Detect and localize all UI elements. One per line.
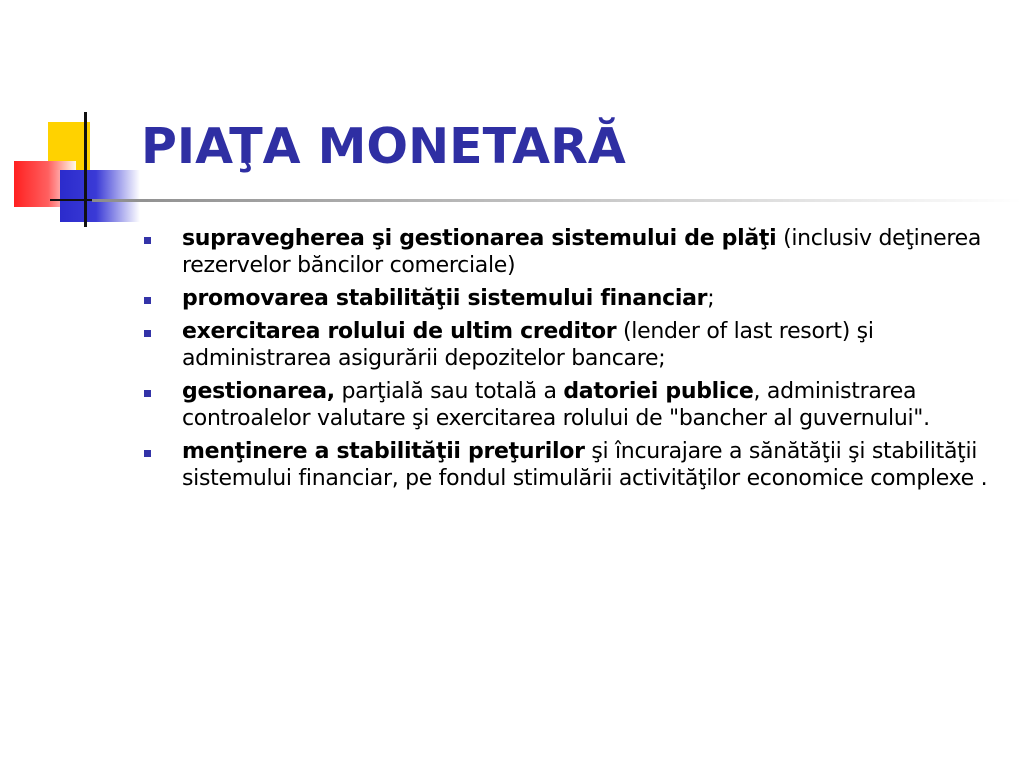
corner-ornament	[0, 0, 150, 240]
bullet-square-icon	[144, 330, 151, 337]
bullet-item	[144, 285, 999, 312]
bullet-text-bold: gestionarea,	[182, 379, 335, 404]
bullet-text: , administrarea controalelor valutare şi exercitarea rolului de "bancher al guvernului".	[182, 379, 930, 431]
bullet-text: şi încurajare a sănătăţii şi stabilităţii sistemului financiar, pe fondul stimulării activităţilor economice complexe .	[182, 439, 988, 491]
bullet-text: (lender of last resort) şi administrarea asigurării depozitelor bancare;	[182, 319, 874, 371]
bullet-text-bold: supravegherea şi gestionarea sistemului de plăţi	[182, 226, 777, 251]
bullet-list	[144, 225, 999, 498]
bullet-square-icon	[144, 297, 151, 304]
ornament-blue-square	[60, 170, 140, 222]
slide-title: PIAŢA MONETARĂ	[141, 118, 626, 175]
bullet-text: (inclusiv deţinerea rezervelor băncilor comerciale)	[182, 226, 982, 278]
title-underline	[92, 199, 1022, 202]
bullet-item	[144, 225, 999, 279]
bullet-text-bold: menţinere a stabilităţii preţurilor	[182, 439, 585, 464]
bullet-item	[144, 438, 999, 492]
bullet-item	[144, 378, 999, 432]
bullet-text-bold: promovarea stabilităţii sistemului financiar	[182, 286, 708, 311]
bullet-text-bold: datoriei publice	[563, 379, 754, 404]
bullet-square-icon	[144, 450, 151, 457]
bullet-square-icon	[144, 390, 151, 397]
ornament-vertical-line	[84, 112, 87, 227]
bullet-item	[144, 318, 999, 372]
bullet-text: parţială sau totală a	[334, 379, 564, 404]
bullet-text: ;	[707, 286, 715, 311]
bullet-text-bold: exercitarea rolului de ultim creditor	[182, 319, 617, 344]
bullet-square-icon	[144, 237, 151, 244]
